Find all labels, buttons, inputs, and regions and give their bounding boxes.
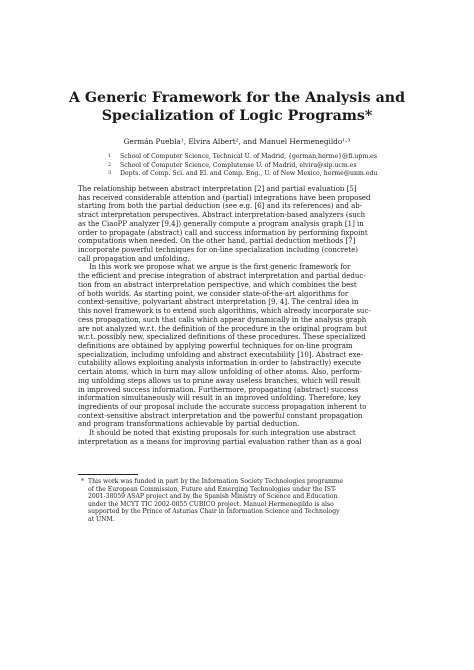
footnote-line: 2001-38059 ASAP project and by the Spanish Ministry of Science and Education (88, 493, 338, 501)
footnote (78, 478, 396, 524)
body-text (78, 185, 396, 447)
title-line-2: Specialization of Logic Programs* (101, 108, 373, 124)
text-line: information simultaneously will result in an improved unfolding. Therefore, key (78, 394, 361, 403)
footnote-mark: * (81, 478, 85, 485)
text-line: incorporate powerful techniques for on-line specialization including (concrete) (78, 246, 358, 255)
text-line: context-sensitive abstract interpretation and the powerful constant propagation (78, 411, 363, 420)
affiliation-number: 1 (108, 153, 112, 159)
text-line: and program transformations achievable by partial deduction. (78, 420, 300, 429)
text-line: starting from both the partial deduction (see e.g. [6] and its references) and ab- (78, 202, 363, 211)
affiliation-3 (108, 170, 408, 179)
text-line: tion from an abstract interpretation perspective, and which combines the best (78, 280, 357, 289)
paper-title (60, 89, 414, 125)
footnote-line: This work was funded in part by the Information Society Technologies programme (88, 478, 344, 485)
affiliation-number: 3 (108, 170, 112, 176)
text-line: computations when needed. On the other hand, partial deduction methods [7] (78, 237, 356, 246)
affiliation-2 (108, 162, 408, 171)
title-line-1: A Generic Framework for the Analysis and (68, 90, 406, 106)
text-line: has received considerable attention and (partial) integrations have been proposed (78, 193, 371, 202)
footnote-rule (78, 474, 138, 475)
paragraph-2 (78, 263, 396, 429)
text-line: ingredients of our proposal include the accurate success propagation inherent to (78, 402, 367, 411)
affiliation-text: School of Computer Science, Complutense U. of Madrid, elvira@sip.ucm.es (120, 161, 357, 169)
text-line: w.r.t. possibly new, specialized definitions of these procedures. These specialized (78, 333, 366, 342)
affiliation-text: Depts. of Comp. Sci. and El. and Comp. Eng., U. of New Mexico, herme@unm.edu (120, 170, 378, 177)
text-line: The relationship between abstract interpretation [2] and partial evaluation [5] (78, 185, 357, 193)
text-line: stract interpretation perspectives. Abstract interpretation-based analyzers (such (78, 211, 366, 220)
text-line: It should be noted that existing proposals for such integration use abstract (89, 429, 356, 438)
text-line: of both worlds. As starting point, we consider state-of-the-art algorithms for (78, 289, 349, 298)
text-line: in improved success information. Furthermore, propagating (abstract) success (78, 385, 359, 394)
paragraph-1 (78, 185, 396, 263)
affiliation-text: School of Computer Science, Technical U. of Madrid, {german,herme}@fi.upm.es (120, 153, 377, 160)
text-line: context-sensitive, polyvariant abstract interpretation [9, 4]. The central idea in (78, 298, 359, 307)
text-line: order to propagate (abstract) call and success information by performing fixpoint (78, 228, 368, 237)
text-line: definitions are obtained by applying powerful techniques for on-line program (78, 341, 353, 350)
text-line: In this work we propose what we argue is the first generic framework for (89, 263, 351, 272)
text-line: cutability allows exploiting analysis information in order to (abstractly) execute (78, 359, 362, 368)
footnote-line: supported by the Prince of Asturias Chair in Information Science and Technology (88, 508, 340, 516)
paragraph-3 (78, 429, 396, 446)
text-line: specialization, including unfolding and abstract executability [10]. Abstract exe- (78, 350, 364, 359)
affiliation-number: 2 (108, 161, 112, 168)
text-line: interpretation as a means for improving partial evaluation rather than as a goal (78, 437, 362, 446)
text-line: call propagation and unfolding. (78, 254, 190, 263)
text-line: certain atoms, which in turn may allow unfolding of other atoms. Also, perform- (78, 368, 362, 377)
text-line: the efficient and precise integration of abstract interpretation and partial deduc- (78, 272, 366, 281)
text-line: are not analyzed w.r.t. the definition of the procedure in the original program but (78, 324, 367, 333)
text-line: this novel framework is to extend such algorithms, which already incorporate suc- (78, 307, 371, 316)
text-line: ing unfolding steps allows us to prune away useless branches, which will result (78, 376, 361, 385)
footnote-line: of the European Commission, Future and Emerging Technologies under the IST- (88, 485, 337, 493)
affiliation-list (108, 153, 408, 179)
affiliation-1 (108, 153, 408, 162)
footnote-line: at UNM. (88, 515, 115, 523)
footnote-line: under the MCYT TIC 2002-0055 CUBICO project. Manuel Hermenegildo is also (88, 500, 334, 508)
author-list: Germán Puebla¹, Elvira Albert², and Manuel Hermenegildo¹·³ (123, 137, 351, 146)
text-line: cess propagation, such that calls which appear dynamically in the analysis graph (78, 315, 367, 324)
text-line: as the CiaoPP analyzer [9,4]) generally compute a program analysis graph [1] in (78, 219, 364, 228)
